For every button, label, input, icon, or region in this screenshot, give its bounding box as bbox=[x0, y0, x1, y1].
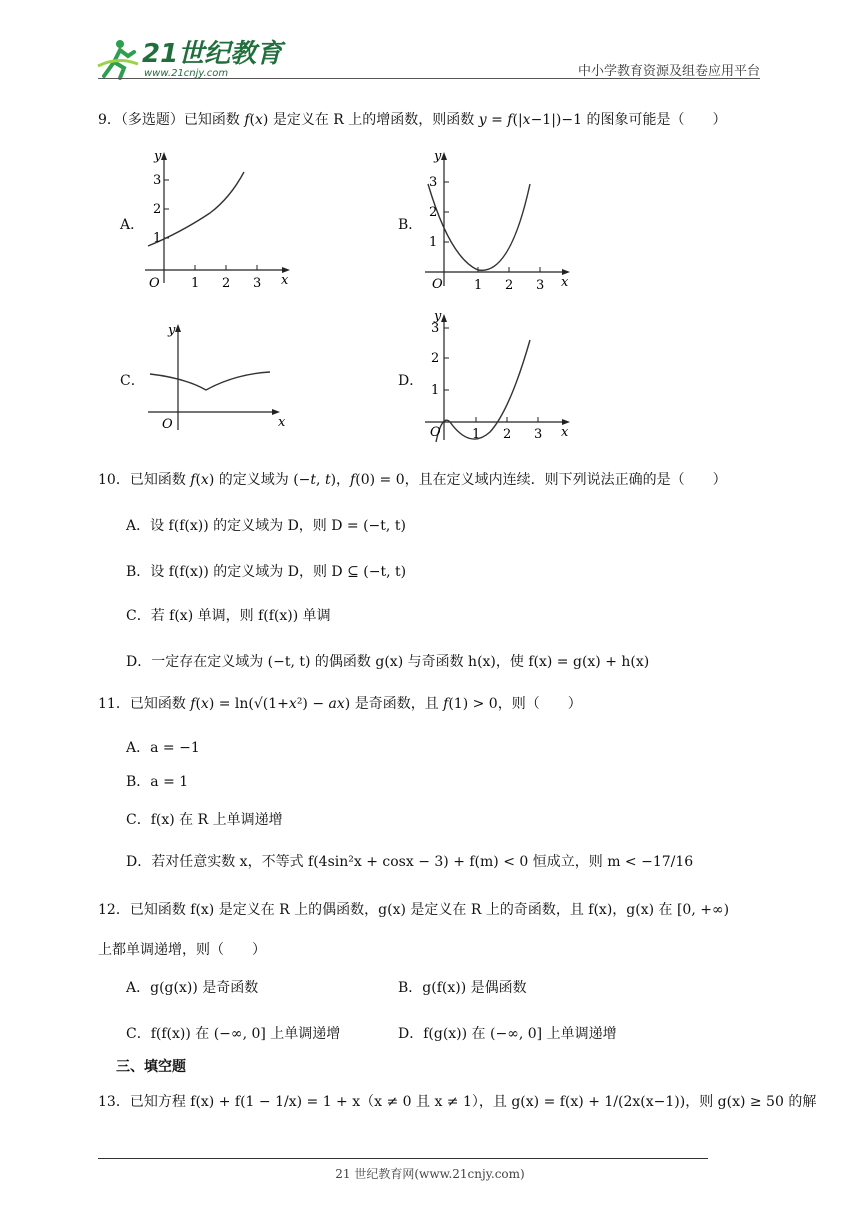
q12-option-c: C．f(f(x)) 在 (−∞, 0] 上单调递增 bbox=[126, 1026, 341, 1042]
q12-option-d: D．f(g(x)) 在 (−∞, 0] 上单调递增 bbox=[398, 1026, 617, 1042]
q11-option-b: B．a = 1 bbox=[126, 774, 189, 790]
tick-label: 3 bbox=[431, 321, 440, 336]
y-axis-label: y bbox=[154, 149, 162, 164]
tick-label: 2 bbox=[153, 202, 162, 217]
q10-stem: 10．已知函数 f(x) 的定义域为 (−t, t)，f(0) = 0，且在定义域内连续．则下列说法正确的是（ ） bbox=[98, 472, 727, 488]
tick-label: 1 bbox=[472, 427, 481, 442]
x-axis-label: x bbox=[281, 273, 289, 288]
x-axis-label: x bbox=[278, 415, 286, 430]
x-axis-label: x bbox=[561, 275, 569, 290]
q9-option-c-label: C． bbox=[120, 373, 145, 389]
q12-option-a: A．g(g(x)) 是奇函数 bbox=[126, 980, 259, 996]
site-logo bbox=[98, 36, 283, 80]
tick-label: 3 bbox=[534, 427, 543, 442]
tick-label: 2 bbox=[431, 351, 440, 366]
q9-option-a-label: A． bbox=[120, 217, 145, 233]
tick-label: 1 bbox=[429, 235, 438, 250]
q9-option-b-label: B． bbox=[398, 217, 423, 233]
q11-option-d: D．若对任意实数 x，不等式 f(4sin²x + cosx − 3) + f(m) < 0 恒成立，则 m < −17/16 bbox=[126, 854, 694, 870]
y-axis-label: y bbox=[434, 149, 442, 164]
tick-label: 3 bbox=[153, 173, 162, 188]
logo-text: 21世纪教育 bbox=[142, 39, 283, 69]
tick-label: 3 bbox=[253, 276, 262, 291]
q10-option-c: C．若 f(x) 单调，则 f(f(x)) 单调 bbox=[126, 608, 331, 624]
q11-stem: 11．已知函数 f(x) = ln(√(1+x²) − ax) 是奇函数，且 f(1) > 0，则（ ） bbox=[98, 696, 582, 712]
origin-label: O bbox=[432, 277, 443, 292]
q12-stem-line2: 上都单调递增，则（ ） bbox=[98, 942, 266, 958]
section-heading: 三、填空题 bbox=[116, 1059, 186, 1075]
header-platform-name: 中小学教育资源及组卷应用平台 bbox=[577, 64, 760, 79]
origin-label: O bbox=[162, 417, 173, 432]
footer-divider bbox=[98, 1158, 708, 1159]
q11-option-a: A．a = −1 bbox=[126, 740, 200, 756]
q9-graph-a bbox=[140, 148, 300, 298]
q12-option-b: B．g(f(x)) 是偶函数 bbox=[398, 980, 527, 996]
q13-stem: 13．已知方程 f(x) + f(1 − 1/x) = 1 + x（x ≠ 0 且 x ≠ 1），且 g(x) = f(x) + 1/(2x(x−1))，则 g(x) ≥ 50 的解 bbox=[98, 1094, 817, 1110]
y-axis-label: y bbox=[168, 323, 176, 338]
header-divider bbox=[98, 78, 760, 79]
origin-label: O bbox=[430, 425, 441, 440]
tick-label: 2 bbox=[222, 276, 231, 291]
tick-label: 1 bbox=[153, 231, 162, 246]
q10-option-b: B．设 f(f(x)) 的定义域为 D，则 D ⊆ (−t, t) bbox=[126, 564, 407, 580]
q10-option-a: A．设 f(f(x)) 的定义域为 D，则 D = (−t, t) bbox=[126, 518, 406, 534]
q10-option-d: D．一定存在定义域为 (−t, t) 的偶函数 g(x) 与奇函数 h(x)，使 f(x) = g(x) + h(x) bbox=[126, 654, 650, 670]
origin-label: O bbox=[149, 276, 160, 291]
q9-graph-d bbox=[420, 310, 580, 444]
tick-label: 1 bbox=[431, 383, 440, 398]
q12-stem-line1: 12．已知函数 f(x) 是定义在 R 上的偶函数，g(x) 是定义在 R 上的奇函数，且 f(x)，g(x) 在 [0, +∞) bbox=[98, 902, 730, 918]
tick-label: 2 bbox=[429, 205, 438, 220]
y-axis-label: y bbox=[434, 309, 442, 324]
q9-graph-c bbox=[140, 318, 300, 438]
q9-stem: 9．（多选题）已知函数 f(x) 是定义在 R 上的增函数，则函数 y = f(|x−1|)−1 的图象可能是（ ） bbox=[98, 112, 727, 128]
q9-option-d-label: D． bbox=[398, 373, 424, 389]
tick-label: 3 bbox=[429, 175, 438, 190]
runner-icon bbox=[98, 40, 138, 78]
q11-option-c: C．f(x) 在 R 上单调递增 bbox=[126, 812, 283, 828]
tick-label: 1 bbox=[191, 276, 200, 291]
tick-label: 3 bbox=[536, 278, 545, 293]
x-axis-label: x bbox=[561, 425, 569, 440]
tick-label: 2 bbox=[503, 427, 512, 442]
q9-graph-b bbox=[420, 148, 580, 298]
tick-label: 2 bbox=[505, 278, 514, 293]
footer-text: 21 世纪教育网(www.21cnjy.com) bbox=[335, 1167, 525, 1181]
logo-url: www.21cnjy.com bbox=[144, 68, 229, 79]
tick-label: 1 bbox=[474, 278, 483, 293]
